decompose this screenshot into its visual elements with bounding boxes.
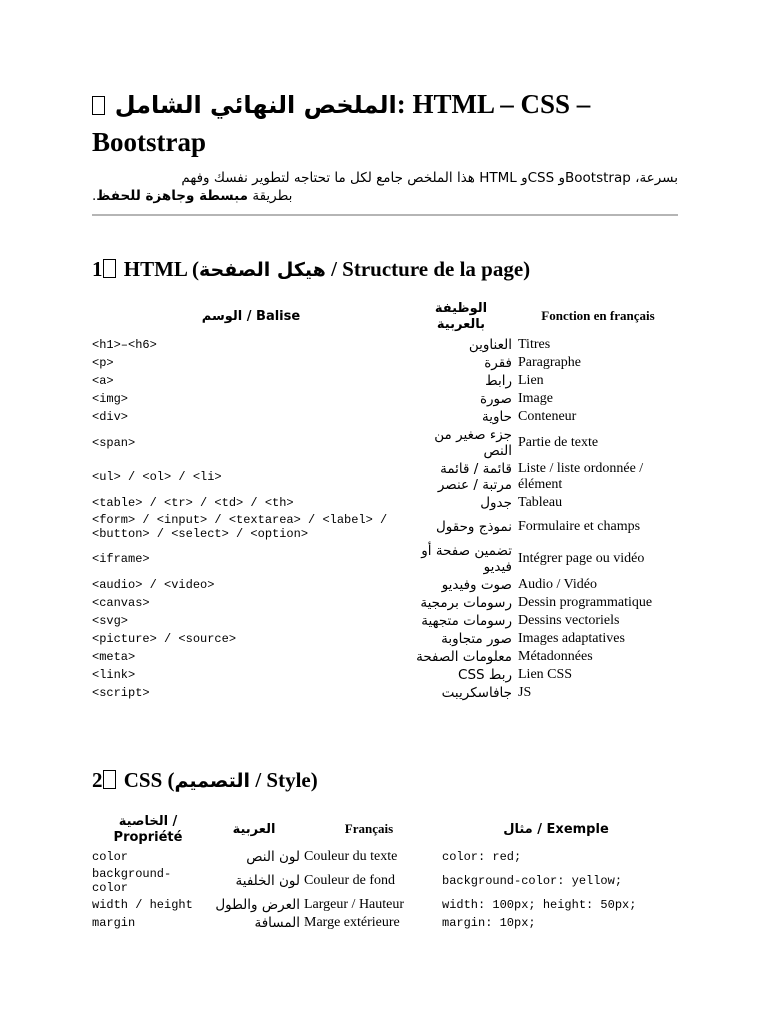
cell-french: Partie de texte	[518, 435, 599, 450]
cell-arabic: ربط CSS	[458, 667, 512, 683]
cell-french: Largeur / Hauteur	[304, 897, 405, 912]
table-row	[92, 512, 678, 542]
header-french-text: Français	[344, 821, 394, 836]
cell-french: Conteneur	[518, 409, 577, 424]
cell-tag: <div>	[92, 410, 129, 424]
header-balise-text: الوسم / Balise	[201, 309, 301, 324]
cell-french: Liste / liste ordonnée / élément	[518, 461, 644, 492]
cell-tag: <meta>	[92, 650, 136, 664]
title-latin: : HTML – CSS – Bootstrap	[92, 89, 591, 157]
cell-arabic: صورة	[479, 391, 512, 407]
cell-tag: <svg>	[92, 614, 129, 628]
title-arabic: الملخص النهائي الشامل	[114, 91, 397, 119]
cell-arabic: صوت وفيديو	[441, 577, 512, 593]
cell-french: Couleur de fond	[304, 873, 395, 888]
section-2-heading-pre: CSS (	[118, 768, 175, 792]
table-row	[92, 390, 678, 408]
cell-property: color	[92, 850, 129, 864]
header-french	[304, 810, 434, 848]
cell-french: Formulaire et champs	[518, 519, 641, 534]
cell-example: margin: 10px;	[442, 916, 536, 930]
table-row	[92, 684, 678, 702]
header-property-text: الخاصية / Propriété	[113, 814, 183, 845]
cell-tag: <a>	[92, 374, 114, 388]
intro-line-1: بسرعة، Bootstrapو CSSو HTML هذا الملخص جامع لكل ما تحتاجه لتطوير نفسك وفهم	[181, 170, 678, 186]
cell-tag: <link>	[92, 668, 136, 682]
section-1-heading-ar: هيكل الصفحة	[199, 259, 326, 281]
header-property	[92, 810, 204, 848]
cell-french: Lien CSS	[518, 667, 573, 682]
cell-tag: <h1>–<h6>	[92, 338, 157, 352]
intro-line-2-bold: مبسطة وجاهزة للحفظ	[96, 188, 249, 204]
section-1-heading-post: / Structure de la page)	[325, 257, 531, 281]
css-properties-table	[92, 810, 678, 932]
cell-tag: <form> / <input> / <textarea> / <label> / <button> / <select> / <option>	[92, 513, 388, 541]
cell-tag: <table> / <tr> / <td> / <th>	[92, 496, 294, 510]
cell-tag: <iframe>	[92, 552, 150, 566]
header-arabic-text: الوظيفة بالعربية	[434, 301, 488, 332]
table-row	[92, 630, 678, 648]
cell-arabic: قائمة / قائمة مرتبة / عنصر	[437, 461, 512, 493]
cell-arabic: المسافة	[254, 915, 300, 931]
cell-arabic: معلومات الصفحة	[416, 649, 512, 665]
cell-arabic: لون النص	[246, 849, 300, 865]
cell-arabic: رسومات متجهية	[421, 613, 512, 629]
section-2-heading-post: / Style)	[250, 768, 318, 792]
cell-arabic: لون الخلفية	[235, 873, 300, 889]
header-arabic-text: العربية	[232, 822, 276, 837]
cell-example: background-color: yellow;	[442, 874, 623, 888]
missing-glyph-icon	[103, 259, 116, 278]
table-row	[92, 612, 678, 630]
section-2-heading	[92, 766, 318, 795]
table-row	[92, 542, 678, 576]
cell-tag: <picture> / <source>	[92, 632, 237, 646]
table-row	[92, 896, 678, 914]
table-row	[92, 354, 678, 372]
header-french-text: Fonction en français	[541, 308, 655, 323]
missing-glyph-icon	[103, 770, 116, 789]
css-table-body	[92, 848, 678, 932]
cell-french: Dessins vectoriels	[518, 613, 620, 628]
table-row	[92, 408, 678, 426]
cell-example: width: 100px; height: 50px;	[442, 898, 637, 912]
cell-tag: <span>	[92, 436, 136, 450]
cell-french: Métadonnées	[518, 649, 593, 664]
cell-tag: <ul> / <ol> / <li>	[92, 470, 222, 484]
table-header-row	[92, 296, 678, 336]
cell-french: Paragraphe	[518, 355, 581, 370]
cell-french: Marge extérieure	[304, 915, 400, 930]
missing-glyph-icon	[92, 96, 105, 115]
cell-arabic: رسومات برمجية	[420, 595, 512, 611]
table-row	[92, 866, 678, 896]
cell-example: color: red;	[442, 850, 522, 864]
table-row	[92, 426, 678, 460]
cell-arabic: العناوين	[468, 337, 512, 353]
header-example-text: مثال / Exemple	[503, 822, 609, 837]
cell-french: JS	[518, 685, 532, 700]
cell-french: Image	[518, 391, 553, 406]
cell-arabic: جدول	[480, 495, 512, 511]
cell-property: margin	[92, 916, 136, 930]
header-example	[434, 810, 678, 848]
header-french	[518, 296, 678, 336]
section-1-number: 1	[92, 257, 103, 281]
cell-arabic: حاوية	[482, 409, 512, 425]
section-1-heading-pre: HTML (	[118, 257, 200, 281]
section-2-number: 2	[92, 768, 103, 792]
cell-tag: <script>	[92, 686, 150, 700]
table-header-row	[92, 810, 678, 848]
section-1-heading	[92, 255, 530, 284]
header-arabic	[204, 810, 304, 848]
table-row	[92, 666, 678, 684]
cell-arabic: جافاسكريبت	[441, 685, 512, 701]
cell-arabic: فقرة	[484, 355, 512, 371]
table-row	[92, 372, 678, 390]
cell-french: Tableau	[518, 495, 563, 510]
cell-tag: <canvas>	[92, 596, 150, 610]
cell-french: Audio / Vidéo	[518, 577, 598, 592]
page-title	[92, 86, 678, 161]
cell-french: Titres	[518, 337, 551, 352]
table-row	[92, 914, 678, 932]
table-row	[92, 494, 678, 512]
intro-line-2-text: بطريقة	[248, 188, 293, 204]
html-tags-table	[92, 296, 678, 702]
section-2-heading-ar: التصميم	[174, 770, 251, 792]
intro-line-2-end: .	[92, 188, 97, 204]
cell-french: Intégrer page ou vidéo	[518, 551, 645, 566]
cell-tag: <p>	[92, 356, 114, 370]
table-row	[92, 648, 678, 666]
table-row	[92, 576, 678, 594]
intro-paragraph	[92, 169, 678, 205]
header-balise	[92, 296, 410, 336]
table-row	[92, 594, 678, 612]
table-row	[92, 336, 678, 354]
cell-tag: <img>	[92, 392, 129, 406]
cell-tag: <audio> / <video>	[92, 578, 215, 592]
cell-arabic: صور متجاوبة	[441, 631, 512, 647]
cell-arabic: نموذج وحقول	[435, 519, 512, 535]
table-row	[92, 460, 678, 494]
cell-arabic: تضمين صفحة أو فيديو	[421, 543, 512, 575]
cell-property: background-color	[92, 867, 172, 895]
horizontal-rule	[92, 214, 678, 216]
cell-french: Couleur du texte	[304, 849, 398, 864]
cell-arabic: جزء صغير من النص	[434, 427, 512, 459]
header-arabic	[410, 296, 518, 336]
cell-french: Lien	[518, 373, 544, 388]
cell-french: Dessin programmatique	[518, 595, 653, 610]
cell-french: Images adaptatives	[518, 631, 625, 646]
table-row	[92, 848, 678, 866]
intro-line-2	[92, 187, 678, 205]
html-table-body	[92, 336, 678, 702]
cell-property: width / height	[92, 898, 193, 912]
cell-arabic: رابط	[485, 373, 512, 389]
cell-arabic: العرض والطول	[215, 897, 300, 913]
